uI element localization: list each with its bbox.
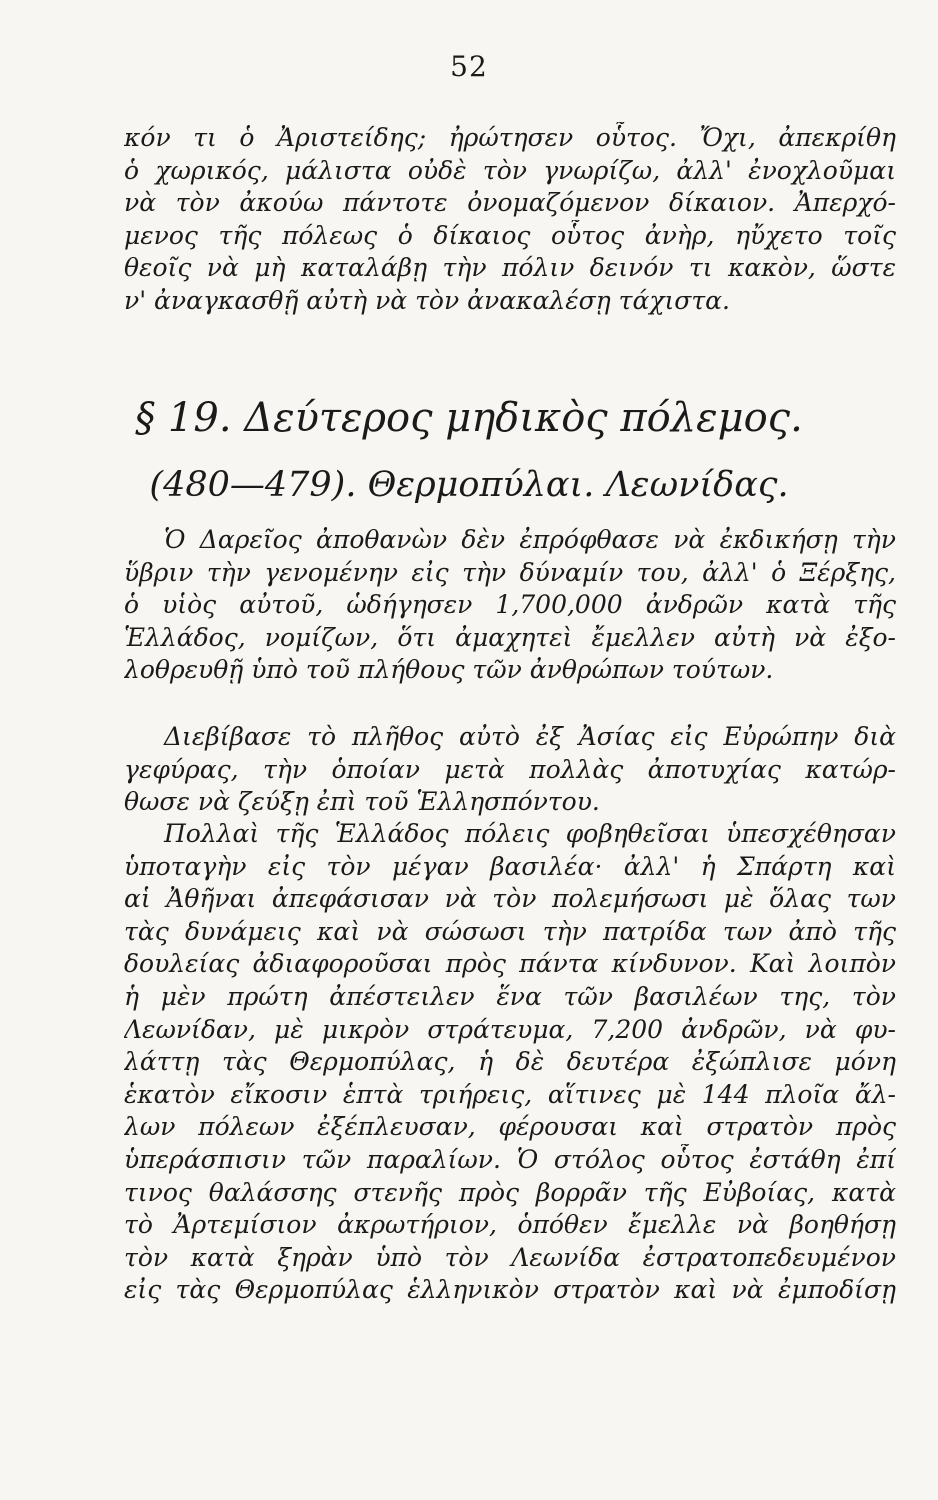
paragraph-bridge (124, 721, 896, 819)
text-line: Ὁ Δαρεῖος ἀποθανὼν δὲν ἐπρόφθασε νὰ ἐκδικήσῃ τὴν (164, 525, 896, 554)
text-line: ὑποταγὴν εἰς τὸν μέγαν βασιλέα· ἀλλ' ἡ Σπάρτη καὶ (124, 851, 896, 881)
text-line: ἑκατὸν εἴκοσιν ἑπτὰ τριήρεις, αἵτινες μὲ 144 πλοῖα ἄλ- (124, 1079, 896, 1109)
text-line: ὕβριν τὴν γενομένην εἰς τὴν δύναμίν του, ἀλλ' ὁ Ξέρξης, (124, 557, 896, 587)
text-line: εἰς τὰς Θερμοπύλας ἑλληνικὸν στρατὸν καὶ νὰ ἐμποδίσῃ (124, 1275, 896, 1305)
text-line: ὁ υἱὸς αὐτοῦ, ὡδήγησεν 1,700,000 ἀνδρῶν κατὰ τῆς (124, 590, 896, 620)
text-line: ὁ χωρικός, μάλιστα οὐδὲ τὸν γνωρίζω, ἀλλ' ἐνοχλοῦμαι (124, 155, 896, 185)
paragraph-sparta-athens (124, 818, 896, 1307)
text-line: αἱ Ἀθῆναι ἀπεφάσισαν νὰ τὸν πολεμήσωσι μὲ ὅλας των (124, 884, 896, 914)
text-line: κόν τι ὁ Ἀριστείδης; ἠρώτησεν οὗτος. Ὄχι, ἀπεκρίθη (124, 123, 896, 152)
text-line: δουλείας ἀδιαφοροῦσαι πρὸς πάντα κίνδυνον. Καὶ λοιπὸν (124, 949, 896, 979)
text-line: ἡ μὲν πρώτη ἀπέστειλεν ἕνα τῶν βασιλέων της, τὸν (124, 981, 896, 1011)
text-line: Ἑλλάδος, νομίζων, ὅτι ἀμαχητεὶ ἔμελλεν αὐτὴ νὰ ἐξο- (124, 622, 896, 652)
page-number: 52 (450, 50, 488, 83)
text-line: Διεβίβασε τὸ πλῆθος αὐτὸ ἐξ Ἀσίας εἰς Εὐρώπην διὰ (164, 722, 896, 751)
text-line: τὸν κατὰ ξηρὰν ὑπὸ τὸν Λεωνίδα ἐστρατοπεδευμένον (124, 1242, 896, 1272)
text-line: γεφύρας, τὴν ὁποίαν μετὰ πολλὰς ἀποτυχίας κατώρ- (124, 754, 896, 784)
text-line: τὰς δυνάμεις καὶ νὰ σώσωσι τὴν πατρίδα των ἀπὸ τῆς (124, 916, 896, 946)
text-line: θεοῖς νὰ μὴ καταλάβῃ τὴν πόλιν δεινόν τι κακὸν, ὥστε (124, 253, 896, 283)
paragraph-aristeides (124, 122, 896, 318)
text-line: λων πόλεων ἐξέπλευσαν, φέρουσαι καὶ στρατὸν πρὸς (124, 1112, 896, 1142)
section-subtitle: (480—479). Θερμοπύλαι. Λεωνίδας. (149, 465, 789, 505)
text-line: Πολλαὶ τῆς Ἑλλάδος πόλεις φοβηθεῖσαι ὑπεσχέθησαν (164, 819, 896, 848)
text-line: ν' ἀναγκασθῇ αὐτὴ νὰ τὸν ἀνακαλέσῃ τάχιστα. (124, 285, 731, 315)
text-line: λοθρευθῇ ὑπὸ τοῦ πλήθους τῶν ἀνθρώπων τούτων. (124, 655, 774, 685)
text-line: ὑπεράσπισιν τῶν παραλίων. Ὁ στόλος οὗτος ἐστάθη ἐπί (124, 1144, 896, 1174)
text-line: νὰ τὸν ἀκούω πάντοτε ὀνομαζόμενον δίκαιον. Ἀπερχό- (124, 188, 896, 218)
text-line: μενος τῆς πόλεως ὁ δίκαιος οὗτος ἀνὴρ, ηὔχετο τοῖς (124, 220, 896, 250)
text-line: Λεωνίδαν, μὲ μικρὸν στράτευμα, 7,200 ἀνδρῶν, νὰ φυ- (124, 1014, 896, 1044)
section-title: § 19. Δεύτερος μηδικὸς πόλεμος. (135, 395, 803, 441)
paragraph-dareios (124, 524, 896, 687)
text-line: τὸ Ἀρτεμίσιον ἀκρωτήριον, ὁπόθεν ἔμελλε νὰ βοηθήσῃ (124, 1210, 896, 1240)
text-line: τινος θαλάσσης στενῆς πρὸς βορρᾶν τῆς Εὐβοίας, κατὰ (124, 1177, 896, 1207)
text-line: θωσε νὰ ζεύξῃ ἐπὶ τοῦ Ἑλλησπόντου. (124, 787, 600, 817)
text-line: λάττῃ τὰς Θερμοπύλας, ἡ δὲ δευτέρα ἐξώπλισε μόνη (124, 1047, 896, 1077)
